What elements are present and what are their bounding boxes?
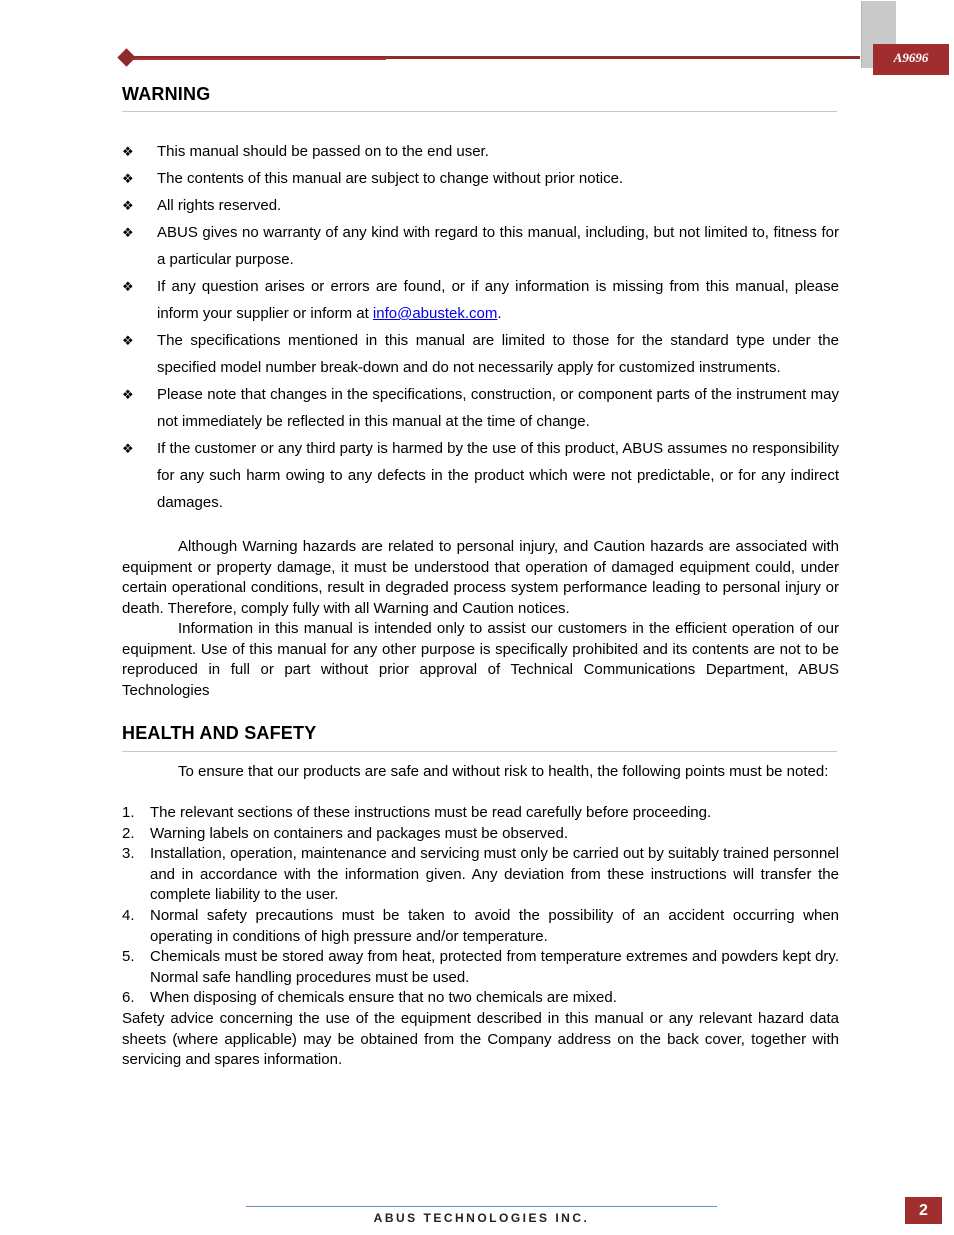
- warning-rule: [122, 111, 837, 112]
- health-closing: Safety advice concerning the use of the equipment described in this manual or any relevant hazard data sheets (where applicable) may be obtained from the Company address on the back cover, together with servicing and spares information.: [122, 1010, 839, 1069]
- health-steps: [122, 803, 839, 1009]
- page-number: 2: [905, 1197, 942, 1224]
- list-item: 5. Chemicals must be stored away from heat, protected from temperature extremes and powders kept dry. Normal safe handling procedures must be used.: [122, 948, 839, 986]
- warning-paragraph-2: Information in this manual is intended only to assist our customers in the efficient operation of our equipment. Use of this manual for any other purpose is specifically prohibited and its contents are not to be reproduced in full or part without prior approval of Technical Communications Department, ABUS Technologies: [122, 620, 839, 699]
- email-link[interactable]: info@abustek.com: [372, 305, 498, 322]
- health-intro: To ensure that our products are safe and without risk to health, the following points must be noted:: [178, 763, 829, 780]
- header-rule-accent: [126, 58, 386, 60]
- list-item: ❖ All rights reserved.: [122, 192, 839, 219]
- bullet-diamond-icon: ❖: [122, 225, 134, 240]
- list-item: 6. When disposing of chemicals ensure that no two chemicals are mixed.: [122, 989, 617, 1007]
- warning-heading: WARNING: [122, 84, 211, 104]
- list-item: ❖ ABUS gives no warranty of any kind with regard to this manual, including, but not limited to, fitness for a particular purpose.: [122, 219, 839, 273]
- list-item: ❖ The specifications mentioned in this manual are limited to those for the standard type under the specified model number break-down and do not necessarily apply for customized instruments.: [122, 327, 839, 381]
- header-diamond-icon: [117, 48, 135, 66]
- list-item: 1. The relevant sections of these instructions must be read carefully before proceeding.: [122, 804, 712, 821]
- list-item: ❖ If the customer or any third party is harmed by the use of this product, ABUS assumes no responsibility for any such harm owing to any defects in the product which were not predictable, or for any indirect damages.: [122, 435, 839, 516]
- footer-rule: [246, 1206, 717, 1207]
- bullet-diamond-icon: ❖: [122, 198, 134, 213]
- list-item: 2. Warning labels on containers and packages must be observed.: [122, 824, 569, 842]
- health-heading: HEALTH AND SAFETY: [122, 723, 317, 743]
- bullet-diamond-icon: ❖: [122, 387, 134, 402]
- list-item: 4. Normal safety precautions must be taken to avoid the possibility of an accident occurring when operating in conditions of high pressure and/or temperature.: [122, 906, 839, 945]
- warning-paragraph-1: Although Warning hazards are related to personal injury, and Caution hazards are associated with equipment or property damage, it must be understood that operation of damaged equipment could, under certain operational conditions, result in degraded process system performance leading to personal injury or death. Therefore, comply fully with all Warning and Caution notices.: [122, 538, 839, 617]
- bullet-diamond-icon: ❖: [122, 279, 134, 294]
- list-item: ❖ This manual should be passed on to the end user.: [122, 138, 839, 165]
- bullet-diamond-icon: ❖: [122, 144, 134, 159]
- doc-code: A9696: [893, 50, 929, 65]
- bullet-diamond-icon: ❖: [122, 171, 134, 186]
- list-item: 3. Installation, operation, maintenance and servicing must only be carried out by suitably trained personnel and in accordance with the information given. Any deviation from these instructions will transfer the complete liability to the user.: [122, 845, 839, 904]
- doc-code-badge: [873, 44, 949, 75]
- bullet-diamond-icon: ❖: [122, 441, 134, 456]
- list-item: ❖ The contents of this manual are subject to change without prior notice.: [122, 165, 839, 192]
- warning-list: [122, 138, 839, 516]
- health-rule: [122, 751, 837, 752]
- footer-company: ABUS TECHNOLOGIES INC.: [373, 1211, 590, 1225]
- bullet-diamond-icon: ❖: [122, 333, 134, 348]
- list-item: ❖ If any question arises or errors are found, or if any information is missing from this manual, please inform your supplier or inform at info@abustek.com.: [122, 273, 839, 327]
- list-item: ❖ Please note that changes in the specifications, construction, or component parts of the instrument may not immediately be reflected in this manual at the time of change.: [122, 381, 839, 435]
